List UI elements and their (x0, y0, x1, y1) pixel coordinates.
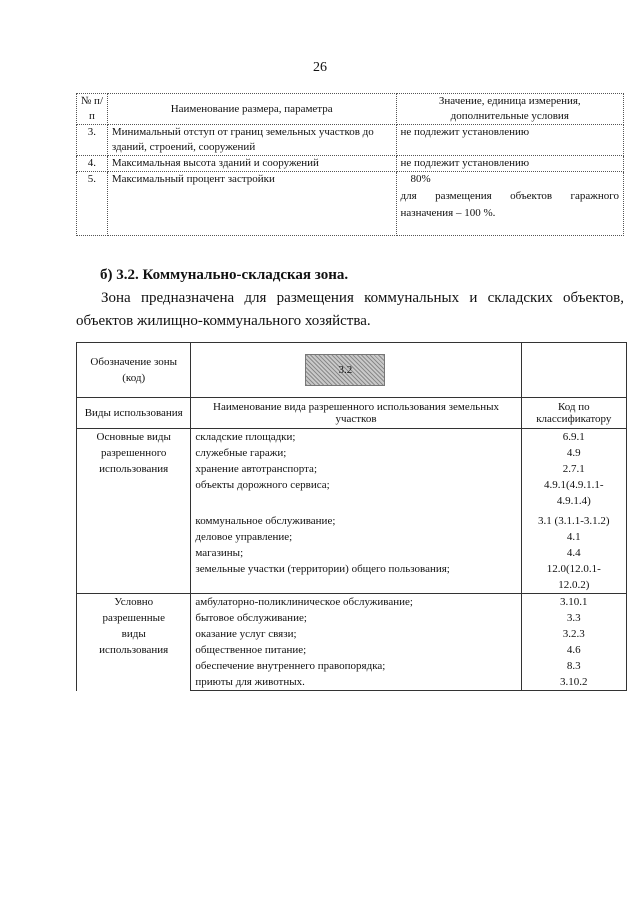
row-num: 5. (77, 172, 108, 236)
use-code: 3.2.3 (521, 626, 626, 642)
use-code: 4.1 (521, 529, 626, 545)
permitted-use-table (76, 342, 627, 691)
use-code: 3.1 (3.1.1-3.1.2) (521, 513, 626, 529)
parameters-table (76, 93, 624, 236)
table-header-row (77, 398, 627, 429)
zone-empty-cell (521, 343, 626, 398)
use-code: 4.9 (521, 445, 626, 461)
header-value: Значение, единица измерения, дополнительные условия (396, 94, 623, 125)
group-title-conditional (77, 594, 191, 691)
value-line: не подлежит установлению (400, 126, 530, 138)
use-code: 3.10.2 (521, 674, 626, 691)
value-line: назначения – 100 %. (400, 207, 496, 219)
row-value (396, 172, 623, 236)
use-code: 2.7.1 (521, 461, 626, 477)
use-name: бытовое обслуживание; (191, 610, 521, 626)
header-use-name: Наименование вида разрешенного использования земельных участков (191, 398, 521, 429)
use-code: 6.9.1 (521, 429, 626, 446)
use-code (521, 477, 626, 513)
row-name: Минимальный отступ от границ земельных участков до зданий, строений, сооружений (107, 125, 396, 156)
zone-label: Обозначение зоны (код) (77, 343, 191, 398)
use-name: оказание услуг связи; (191, 626, 521, 642)
use-name: общественное питание; (191, 642, 521, 658)
table-row (77, 172, 624, 236)
page-number: 26 (313, 60, 327, 75)
use-name: обеспечение внутреннего правопорядка; (191, 658, 521, 674)
use-code (521, 561, 626, 594)
use-name: коммунальное обслуживание; (191, 513, 521, 529)
code-line: 4.9.1(4.9.1.1- (544, 479, 604, 491)
use-name: приюты для животных. (191, 674, 521, 691)
row-num: 3. (77, 125, 108, 156)
group-title-line: разрешенные (102, 612, 165, 624)
header-num: № п/п (77, 94, 108, 125)
use-code: 3.10.1 (521, 594, 626, 611)
row-name: Максимальная высота зданий и сооружений (107, 156, 396, 172)
use-code: 8.3 (521, 658, 626, 674)
group-title-line: виды (121, 628, 146, 640)
use-name: служебные гаражи; (191, 445, 521, 461)
zone-code-row (77, 343, 627, 398)
row-name: Максимальный процент застройки (107, 172, 396, 236)
use-name: магазины; (191, 545, 521, 561)
code-line: 4.9.1.4) (556, 495, 591, 507)
use-code: 4.6 (521, 642, 626, 658)
zone-code-cell (191, 343, 521, 398)
use-name: хранение автотранспорта; (191, 461, 521, 477)
value-line: для размещения объектов гаражного (400, 190, 619, 202)
table-row (77, 156, 624, 172)
section-description: Зона предназначена для размещения коммунальных и складских объектов, объектов жилищно-коммунального хозяйства. (76, 290, 624, 329)
section-heading: б) 3.2. Коммунально-складская зона. (100, 267, 349, 283)
group-title-main (77, 429, 191, 594)
use-name: складские площадки; (191, 429, 521, 446)
use-name: деловое управление; (191, 529, 521, 545)
value-line: не подлежит установлению (400, 157, 530, 169)
row-value (396, 125, 623, 156)
table-header-row (77, 94, 624, 125)
group-title-line: Основные виды (96, 431, 171, 443)
header-name: Наименование размера, параметра (107, 94, 396, 125)
use-name: объекты дорожного сервиса; (191, 477, 521, 513)
row-value (396, 156, 623, 172)
group-title-line: использования (99, 644, 169, 656)
use-code: 4.4 (521, 545, 626, 561)
header-code: Код по классификатору (521, 398, 626, 429)
group-title-line: Условно (114, 596, 154, 608)
row-num: 4. (77, 156, 108, 172)
group-title-line: разрешенного (100, 447, 167, 459)
code-line: 12.0.2) (558, 579, 590, 591)
use-name: земельные участки (территории) общего пользования; (191, 561, 521, 594)
use-code: 3.3 (521, 610, 626, 626)
zone-code-badge: 3.2 (305, 354, 385, 386)
value-line: 80% (410, 173, 431, 185)
use-name: амбулаторно-поликлиническое обслуживание; (191, 594, 521, 611)
table-row (77, 125, 624, 156)
code-line: 12.0(12.0.1- (546, 563, 601, 575)
header-types: Виды использования (77, 398, 191, 429)
group-title-line: использования (99, 463, 169, 475)
